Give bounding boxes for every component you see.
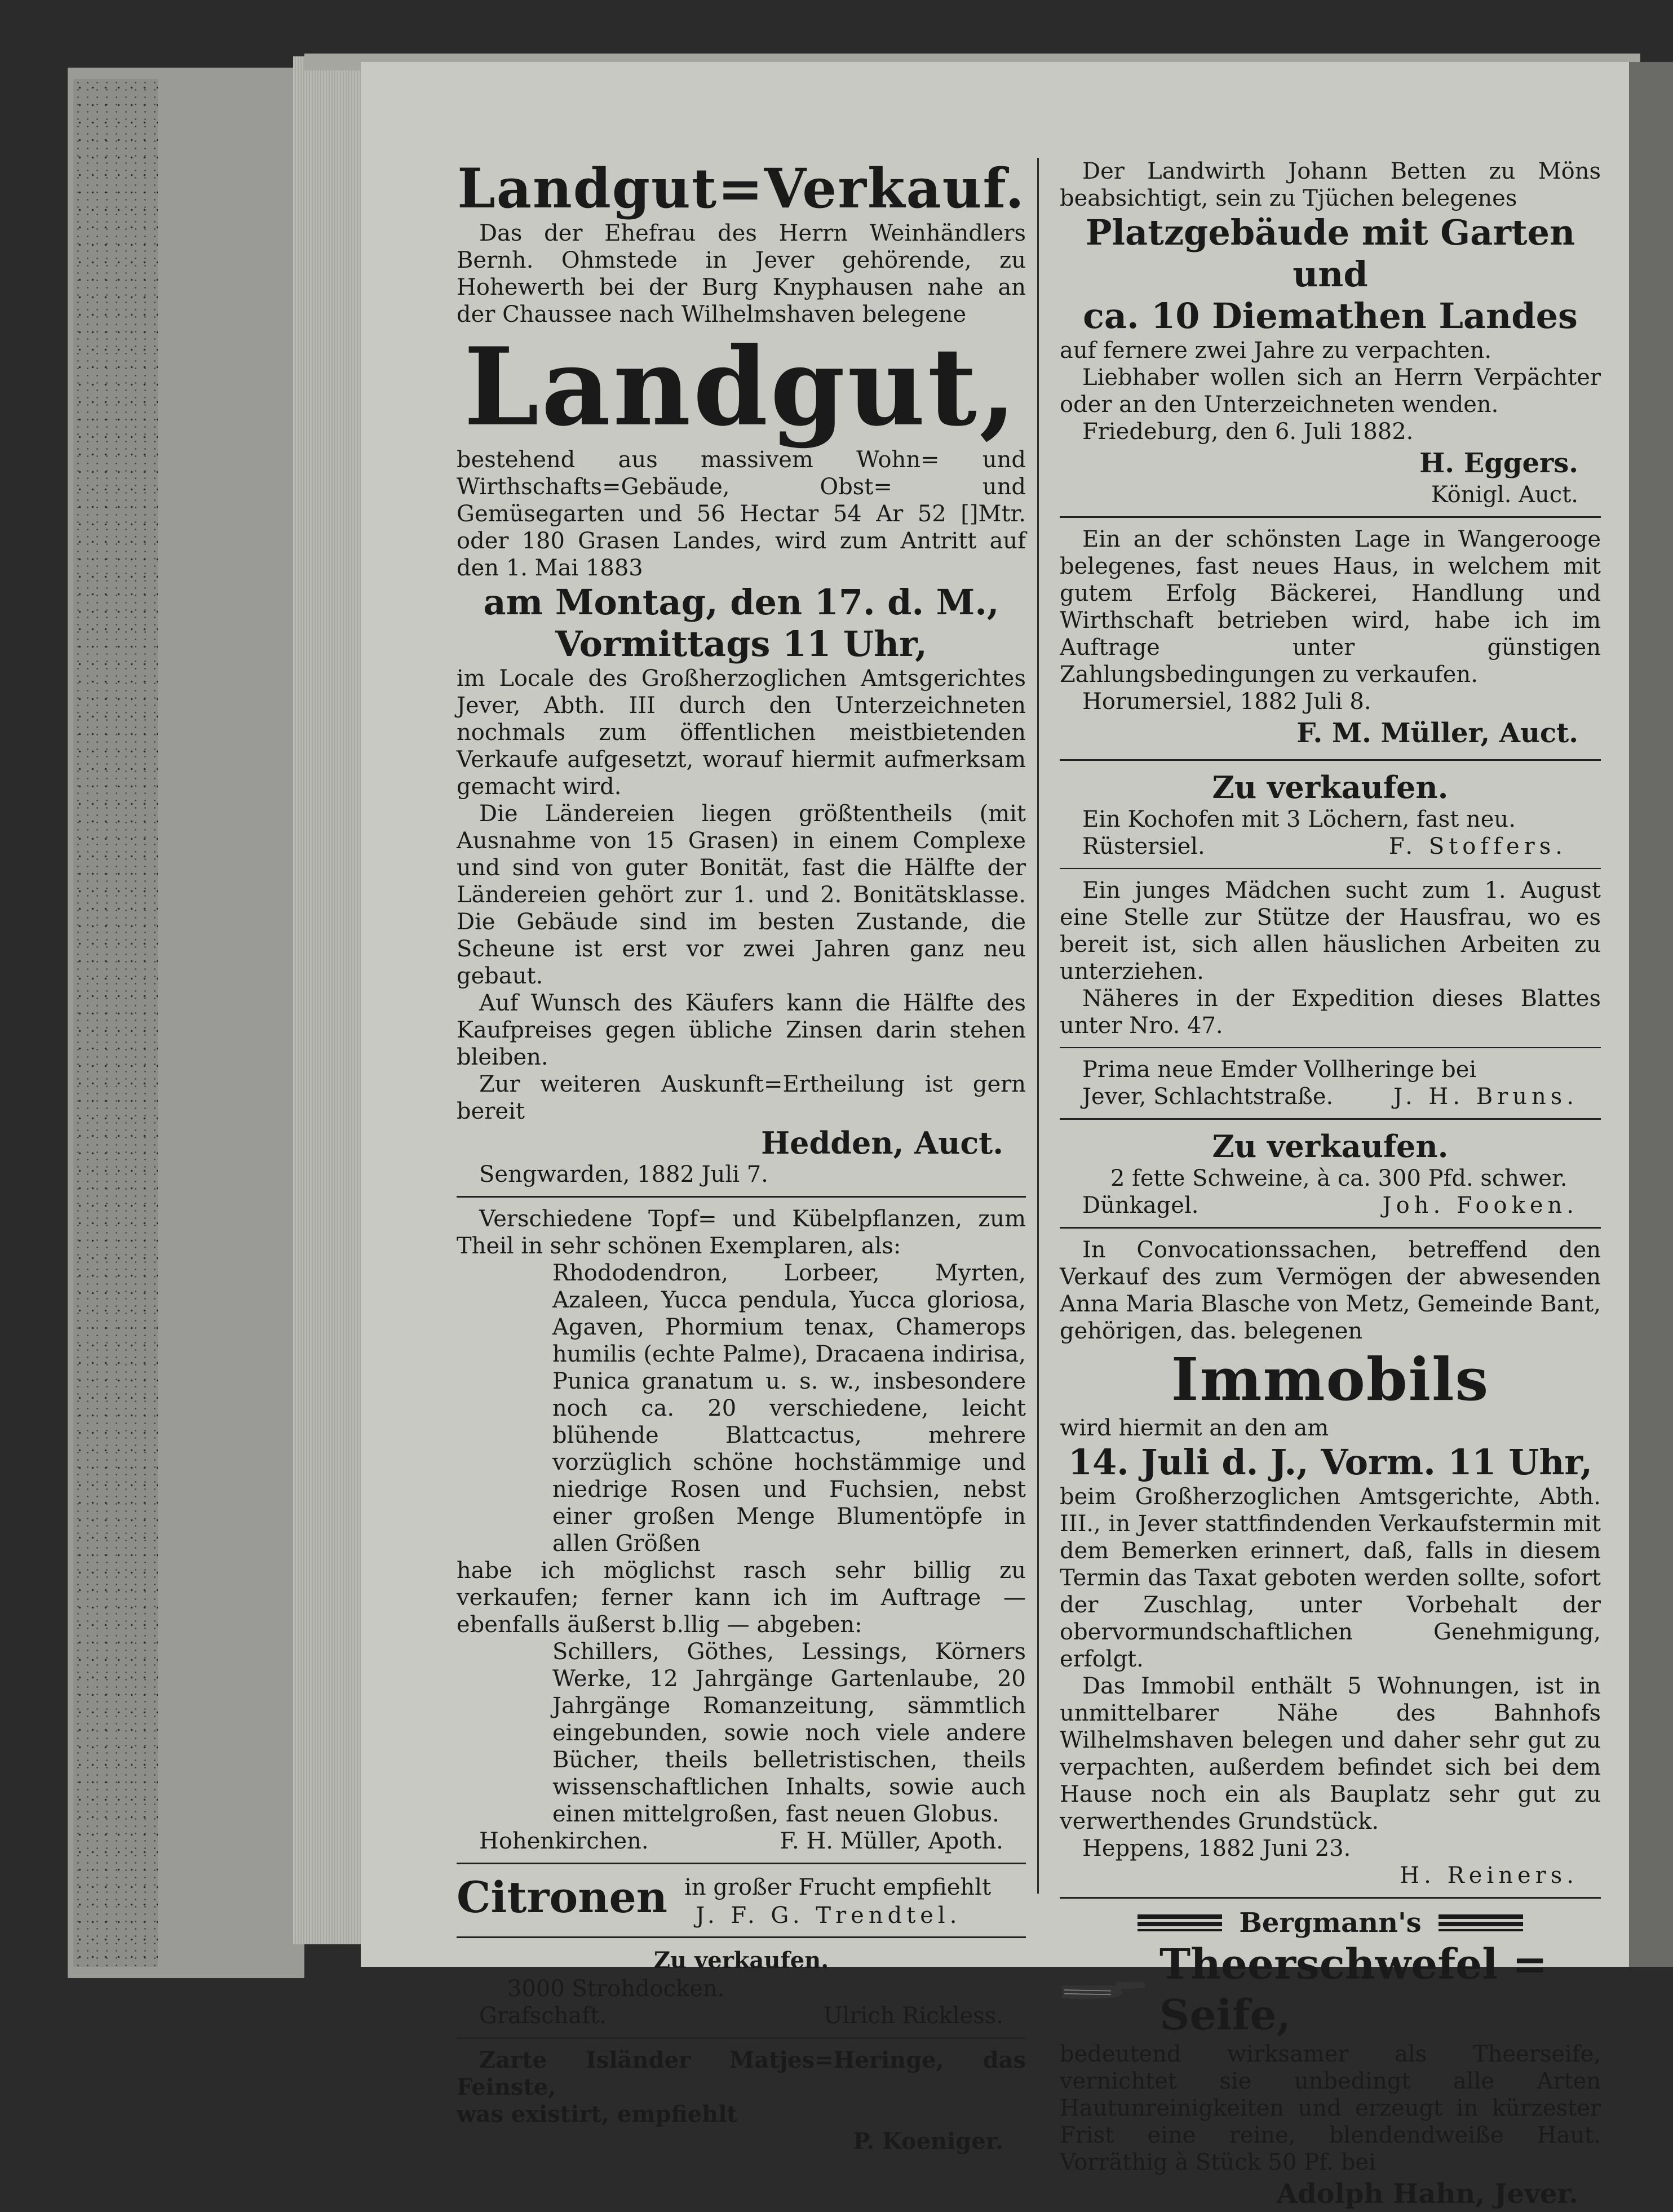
- betten-place-date: Friedeburg, den 6. Juli 1882.: [1082, 419, 1414, 445]
- immobils-signature: H. Reiners.: [1400, 1863, 1578, 1889]
- wangerooge-body: Ein an der schönsten Lage in Wangerooge belegenes, fast neues Haus, in welchem mit gutem Erfolg Bäckerei, Handlung und Wirthschaft betrieben wird, habe ich im Auftrage unter günstigen Zahlungsbedingungen zu verkaufen.: [1060, 526, 1601, 688]
- ad-landgut: [457, 158, 1026, 1188]
- landgut-intro: Das der Ehefrau des Herrn Weinhändlers Bernh. Ohmstede in Jever gehörende, zu Hohewerth bei der Burg Knyphausen nahe an der Chaussee nach Wilhelmshaven belegene: [457, 220, 1026, 327]
- pointing-hand-icon: [1060, 1967, 1148, 2012]
- pflanzen-intro: Verschiedene Topf= und Kübelpflanzen, zum Theil in sehr schönen Exemplaren, als:: [457, 1206, 1026, 1259]
- separator: [1060, 516, 1601, 518]
- heringe-signature: P. Koeniger.: [853, 2128, 1003, 2155]
- betten-head-1: Platzgebäude mit Garten und: [1085, 212, 1575, 295]
- immobils-date: 14. Juli d. J., Vorm. 11 Uhr,: [1068, 1442, 1593, 1483]
- stroh-head: Zu verkaufen.: [653, 1947, 829, 1974]
- schweine-place: Dünkagel.: [1082, 1193, 1199, 1218]
- kochofen-footer: [1060, 833, 1601, 860]
- stroh-footer: [457, 2002, 1026, 2029]
- seife-brand-row: [1060, 1907, 1601, 1939]
- ad-wangerooge: [1060, 526, 1601, 751]
- pflanzen-place: Hohenkirchen.: [479, 1828, 649, 1854]
- wangerooge-place-date: Horumersiel, 1882 Juli 8.: [1082, 689, 1371, 715]
- ad-pflanzen: [457, 1205, 1026, 1855]
- decorative-bars: [1439, 1914, 1523, 1931]
- ad-vollheringe: [1060, 1056, 1601, 1110]
- decorative-bars: [1138, 1914, 1222, 1931]
- right-column: [1060, 158, 1601, 2212]
- newspaper-page: [361, 62, 1629, 2210]
- betten-body: auf fernere zwei Jahre zu verpachten.: [1060, 338, 1492, 364]
- wangerooge-signature: F. M. Müller, Auct.: [1296, 717, 1578, 749]
- landgut-signature: Hedden, Auct.: [761, 1125, 1003, 1161]
- ad-kochofen: [1060, 769, 1601, 860]
- betten-title: Königl. Auct.: [1431, 482, 1578, 508]
- immobils-body: wird hiermit an den am: [1060, 1415, 1329, 1441]
- vollheringe-place: Jever, Schlachtstraße.: [1082, 1084, 1334, 1110]
- betten-intro: Der Landwirth Johann Betten zu Möns beabsichtigt, sein zu Tjüchen belegenes: [1060, 158, 1601, 211]
- maedchen-body-2: Näheres in der Expedition dieses Blattes unter Nro. 47.: [1060, 986, 1601, 1039]
- ad-citronen: [457, 1872, 1026, 1929]
- page-edges: [293, 56, 361, 1944]
- landgut-body-4: Auf Wunsch des Käufers kann die Hälfte des Kaufpreises gegen übliche Zinsen darin stehen bleiben.: [457, 990, 1026, 1070]
- separator: [1060, 1047, 1601, 1048]
- landgut-time: Vormittags 11 Uhr,: [555, 623, 927, 664]
- immobils-intro: In Convocationssachen, betreffend den Verkauf des zum Vermögen der abwesenden Anna Maria Blasche von Metz, Gemeinde Bant, gehörigen, das. belegenen: [1060, 1237, 1601, 1344]
- landgut-body-3: Die Ländereien liegen größtentheils (mit Ausnahme von 15 Grasen) in einem Complexe und sind von guter Bonität, fast die Hälfte der Ländereien gehört zur 1. und 2. Bonitätsklasse. Die Gebäude sind im besten Zustande, die Scheune ist erst vor zwei Jahren ganz neu gebaut.: [457, 801, 1026, 989]
- kochofen-line: Ein Kochofen mit 3 Löchern, fast neu.: [1082, 806, 1516, 832]
- citronen-line-1: in großer Frucht empfiehlt: [684, 1874, 992, 1900]
- separator: [457, 1863, 1026, 1864]
- kochofen-signature: F. Stoffers.: [1388, 834, 1567, 859]
- pflanzen-signature: F. H. Müller, Apoth.: [780, 1828, 1003, 1854]
- landgut-body-5: Zur weiteren Auskunft=Ertheilung ist gern bereit: [457, 1071, 1026, 1124]
- separator: [1060, 868, 1601, 869]
- ad-maedchen: [1060, 877, 1601, 1039]
- immobils-place-date: Heppens, 1882 Juni 23.: [1082, 1836, 1351, 1861]
- betten-signature: H. Eggers.: [1419, 447, 1578, 479]
- column-divider: [1037, 158, 1039, 1894]
- immobils-heading: Immobils: [1171, 1345, 1490, 1414]
- separator: [457, 2037, 1026, 2039]
- stroh-line: 3000 Strohdocken.: [507, 1976, 725, 2002]
- landgut-big-heading: Landgut,: [463, 324, 1019, 450]
- betten-body-2: Liebhaber wollen sich an Herrn Verpächter oder an den Unterzeichneten wenden.: [1060, 365, 1601, 418]
- left-column: [457, 158, 1026, 2155]
- schweine-head: Zu verkaufen.: [1212, 1128, 1449, 1164]
- stroh-place: Grafschaft.: [479, 2003, 607, 2029]
- stroh-signature: Ulrich Rickless.: [823, 2003, 1003, 2029]
- separator: [457, 1196, 1026, 1198]
- vollheringe-signature: J. H. Bruns.: [1393, 1084, 1578, 1110]
- seife-body: bedeutend wirksamer als Theerseife, vernichtet sie unbedingt alle Arten Hautunreinigkeiten und erzeugt in kürzester Frist eine reine, blendendweiße Haut. Vorräthig à Stück 50 Pf. bei: [1060, 2041, 1601, 2175]
- heringe-line-1: Zarte Isländer Matjes=Heringe, das Feinste,: [457, 2047, 1026, 2100]
- citronen-line-2: J. F. G. Trendtel.: [696, 1903, 962, 1929]
- schweine-footer: [1060, 1192, 1601, 1219]
- ad-stroh: [457, 1946, 1026, 2029]
- pflanzen-footer: [457, 1828, 1026, 1855]
- heringe-line-2: was existirt, empfiehlt: [457, 2101, 737, 2127]
- seife-brand: Bergmann's: [1239, 1907, 1422, 1939]
- citronen-word: Citronen: [457, 1872, 668, 1922]
- maedchen-body: Ein junges Mädchen sucht zum 1. August eine Stelle zur Stütze der Hausfrau, wo es bereit ist, sich allen häuslichen Arbeiten zu unterziehen.: [1060, 877, 1601, 985]
- ad-immobils: [1060, 1236, 1601, 1889]
- separator: [1060, 1118, 1601, 1120]
- vollheringe-line: Prima neue Emder Vollheringe bei: [1082, 1057, 1477, 1083]
- landgut-body-2: im Locale des Großherzoglichen Amtsgerichtes Jever, Abth. III durch den Unterzeichneten nochmals zum öffentlichen meistbietenden Verkaufe aufgesetzt, worauf hiermit aufmerksam gemacht wird.: [457, 666, 1026, 800]
- ad-heringe: [457, 2047, 1026, 2155]
- seife-signature: Adolph Hahn, Jever.: [1276, 2178, 1578, 2210]
- separator: [457, 1936, 1026, 1938]
- landgut-date: am Montag, den 17. d. M.,: [483, 582, 999, 623]
- landgut-body: bestehend aus massivem Wohn= und Wirthschafts=Gebäude, Obst= und Gemüsegarten und 56 Hectar 54 Ar 52 []Mtr. oder 180 Grasen Landes, wird zum Antritt auf den 1. Mai 1883: [457, 447, 1026, 581]
- immobils-body-3: Das Immobil enthält 5 Wohnungen, ist in unmittelbarer Nähe des Bahnhofs Wilhelmshaven belegen und daher sehr gut zu verpachten, außerdem befindet sich bei dem Hause noch ein als Bauplatz sehr gut zu verwerthendes Grundstück.: [1060, 1673, 1601, 1834]
- facing-page-edge: [1629, 62, 1673, 1967]
- betten-head-2: ca. 10 Diemathen Landes: [1083, 295, 1578, 336]
- seife-title-row: [1060, 1939, 1601, 2041]
- pflanzen-body: habe ich möglichst rasch sehr billig zu verkaufen; ferner kann ich im Auftrage — ebenfalls äußerst b.llig — abgeben:: [457, 1558, 1026, 1638]
- ad-schweine: [1060, 1128, 1601, 1219]
- pflanzen-list: Rhododendron, Lorbeer, Myrten, Azaleen, Yucca pendula, Yucca gloriosa, Agaven, Phormium tenax, Chamerops humilis (echte Palme), Dracaena indirisa, Punica granatum u. s. w., insbesondere noch ca. 20 verschiedene, leicht blühende Blattcactus, mehrere vorzüglich schöne hochstämmige und niedrige Rosen und Fuchsien, nebst einer großen Menge Blumentöpfe in allen Größen: [552, 1260, 1026, 1557]
- vollheringe-footer: [1060, 1083, 1601, 1110]
- immobils-body-2: beim Großherzoglichen Amtsgerichte, Abth. III., in Jever stattfindenden Verkaufstermin mit dem Bemerken erinnert, daß, falls in diesem Termin das Taxat geboten werden sollte, sofort der Zuschlag, unter Vorbehalt der obervormundschaftlichen Genehmigung, erfolgt.: [1060, 1484, 1601, 1672]
- ad-seife: [1060, 1907, 1601, 2212]
- book-edge-speckle: [73, 79, 158, 1967]
- seife-title: Theerschwefel = Seife,: [1159, 1940, 1548, 2040]
- separator: [1060, 1227, 1601, 1229]
- kochofen-head: Zu verkaufen.: [1212, 769, 1449, 805]
- separator: [1060, 1897, 1601, 1899]
- landgut-title: Landgut=Verkauf.: [457, 157, 1025, 220]
- pflanzen-list-2: Schillers, Göthes, Lessings, Körners Werke, 12 Jahrgänge Gartenlaube, 20 Jahrgänge Romanzeitung, sämmtlich eingebunden, sowie noch viele andere Bücher, theils belletristischen, theils wissenschaftlichen Inhalts, sowie auch einen mittelgroßen, fast neuen Globus.: [552, 1639, 1026, 1827]
- landgut-place-date: Sengwarden, 1882 Juli 7.: [479, 1162, 768, 1187]
- schweine-line: 2 fette Schweine, à ca. 300 Pfd. schwer.: [1110, 1165, 1568, 1191]
- separator: [1060, 759, 1601, 761]
- schweine-signature: Joh. Fooken.: [1382, 1193, 1578, 1218]
- kochofen-place: Rüstersiel.: [1082, 834, 1205, 859]
- ad-betten: [1060, 158, 1601, 508]
